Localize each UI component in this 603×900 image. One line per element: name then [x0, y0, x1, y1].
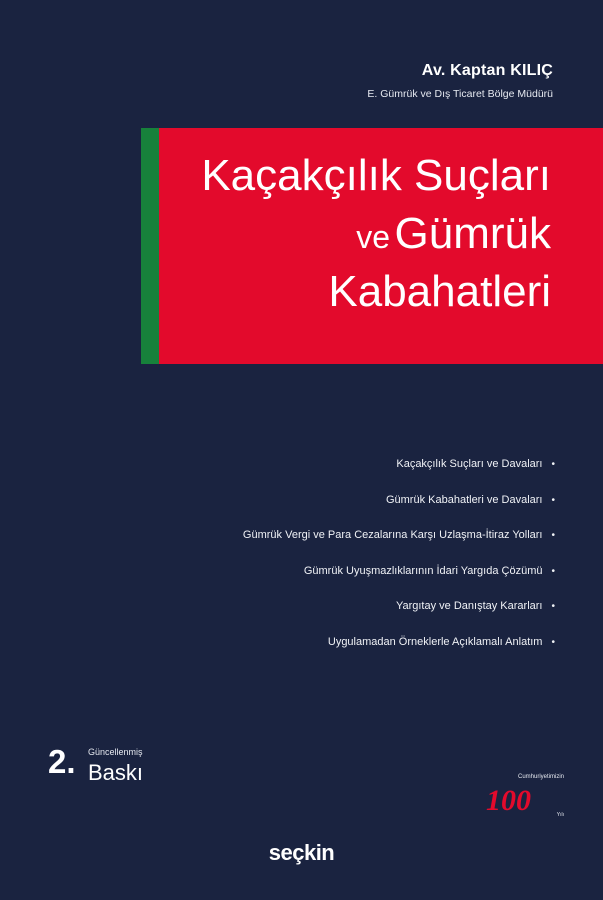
title-line-1: Kaçakçılık Suçları — [201, 151, 551, 200]
feature-list — [243, 458, 555, 671]
centennial-bottom-label: Yılı — [556, 812, 564, 818]
centennial-logo — [486, 770, 564, 820]
edition-small-label: Güncellenmiş — [88, 747, 143, 757]
bullet-icon: • — [551, 530, 555, 541]
author-block — [367, 62, 553, 100]
title-panel — [141, 128, 603, 364]
edition-number: 2. — [48, 743, 76, 780]
title-line-3: Kabahatleri — [328, 267, 551, 316]
feature-item: Yargıtay ve Danıştay Kararları • — [395, 600, 555, 612]
title-line-2-big: Gümrük — [394, 209, 551, 258]
feature-item: Gümrük Vergi ve Para Cezalarına Karşı Uzlaşma-İtiraz Yolları • — [242, 529, 555, 541]
bullet-icon: • — [551, 494, 555, 506]
centennial-number: 100 — [486, 784, 531, 814]
book-title — [201, 151, 551, 316]
title-line-2 — [201, 209, 551, 258]
centennial-top-label: Cumhuriyetimizin — [517, 774, 564, 780]
feature-item: Kaçakçılık Suçları ve Davaları • — [396, 458, 555, 470]
centennial-emblem-icon — [486, 780, 564, 814]
bullet-icon: • — [551, 601, 555, 612]
author-role: E. Gümrük ve Dış Ticaret Bölge Müdürü — [367, 88, 553, 100]
edition-label: Baskı — [88, 760, 144, 785]
feature-item: Uygulamadan Örneklerle Açıklamalı Anlatım • — [327, 635, 555, 648]
bullet-icon: • — [551, 459, 555, 470]
title-line-2-small: ve — [356, 219, 391, 255]
feature-item: Gümrük Uyuşmazlıklarının İdari Yargıda Çözümü • — [303, 564, 555, 577]
bullet-icon: • — [551, 565, 555, 577]
bullet-icon: • — [551, 636, 555, 648]
feature-item: Gümrük Kabahatleri ve Davaları • — [385, 493, 555, 506]
green-stripe — [141, 128, 159, 364]
author-name: Av. Kaptan KILIÇ — [421, 62, 553, 79]
publisher-logo: seçkin — [268, 840, 335, 865]
